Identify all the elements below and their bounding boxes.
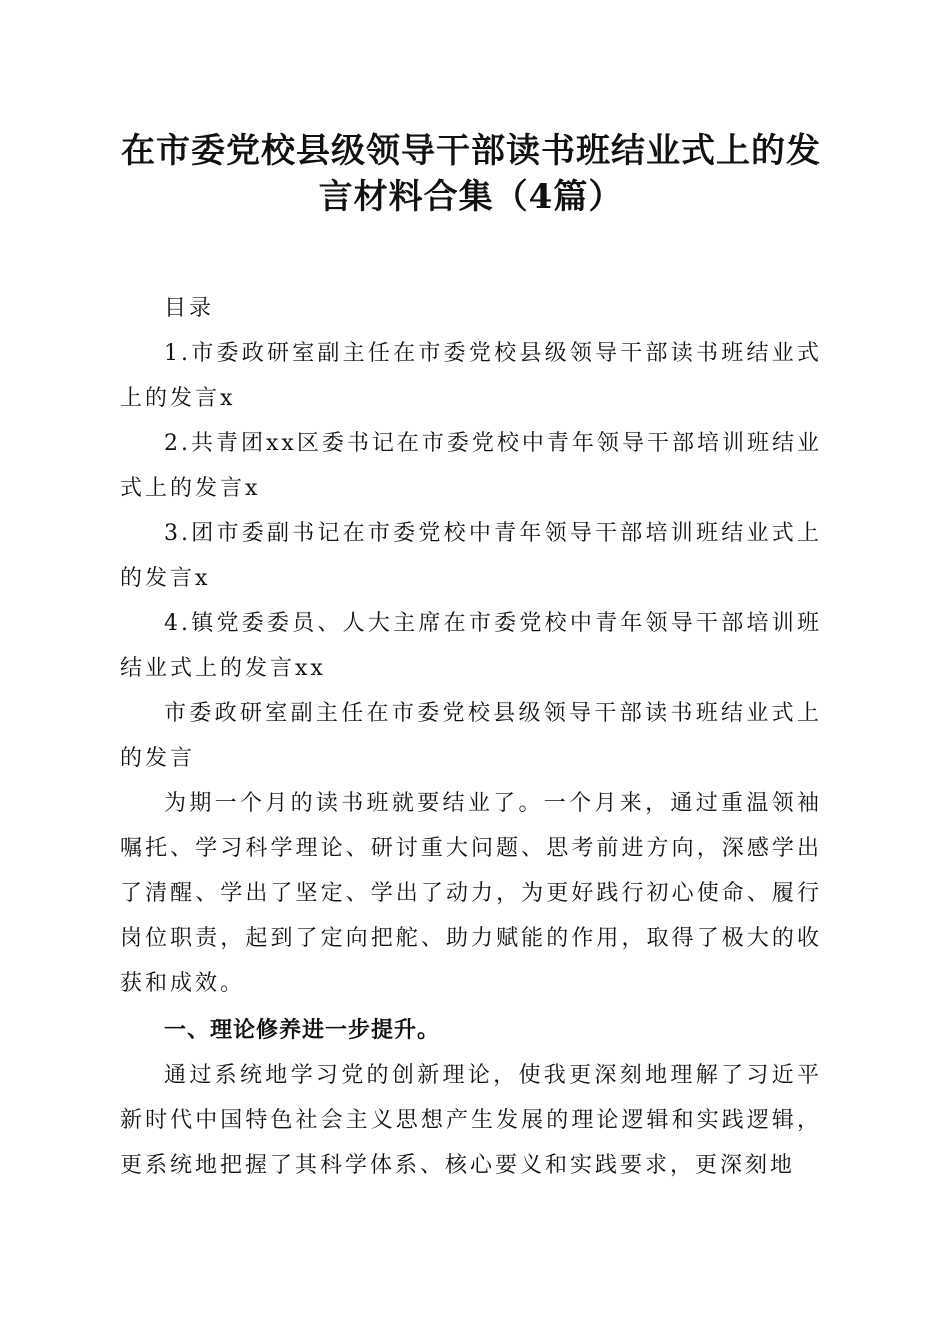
toc-heading: 目录 xyxy=(164,296,215,321)
body-paragraph-1: 通过系统地学习党的创新理论，使我更深刻地理解了习近平新时代中国特色社会主义思想产生发展的理论逻辑和实践逻辑，更系统地把握了其科学体系、核心要义和实践要求，更深刻地 xyxy=(120,1063,822,1178)
toc-item-1: 1.市委政研室副主任在市委党校县级领导干部读书班结业式上的发言x xyxy=(120,341,822,411)
document-title xyxy=(120,128,822,220)
toc-item-3: 3.团市委副书记在市委党校中青年领导干部培训班结业式上的发言x xyxy=(120,521,822,591)
document-body xyxy=(120,286,822,1188)
section-heading-1: 一、理论修养进一步提升。 xyxy=(164,1018,441,1043)
toc-item-4: 4.镇党委委员、人大主席在市委党校中青年领导干部培训班结业式上的发言xx xyxy=(120,611,822,681)
title-line-1: 在市委党校县级领导干部读书班结业式上的发 xyxy=(121,131,821,171)
intro-paragraph: 为期一个月的读书班就要结业了。一个月来，通过重温领袖嘱托、学习科学理论、研讨重大问题、思考前进方向，深感学出了清醒、学出了坚定、学出了动力，为更好践行初心使命、履行岗位职责，起到了定向把舵、助力赋能的作用，取得了极大的收获和成效。 xyxy=(120,791,822,996)
toc-item-2: 2.共青团xx区委书记在市委党校中青年领导干部培训班结业式上的发言x xyxy=(120,431,822,501)
title-line-2: 言材料合集（4篇） xyxy=(318,177,624,217)
section-title: 市委政研室副主任在市委党校县级领导干部读书班结业式上的发言 xyxy=(120,701,822,771)
